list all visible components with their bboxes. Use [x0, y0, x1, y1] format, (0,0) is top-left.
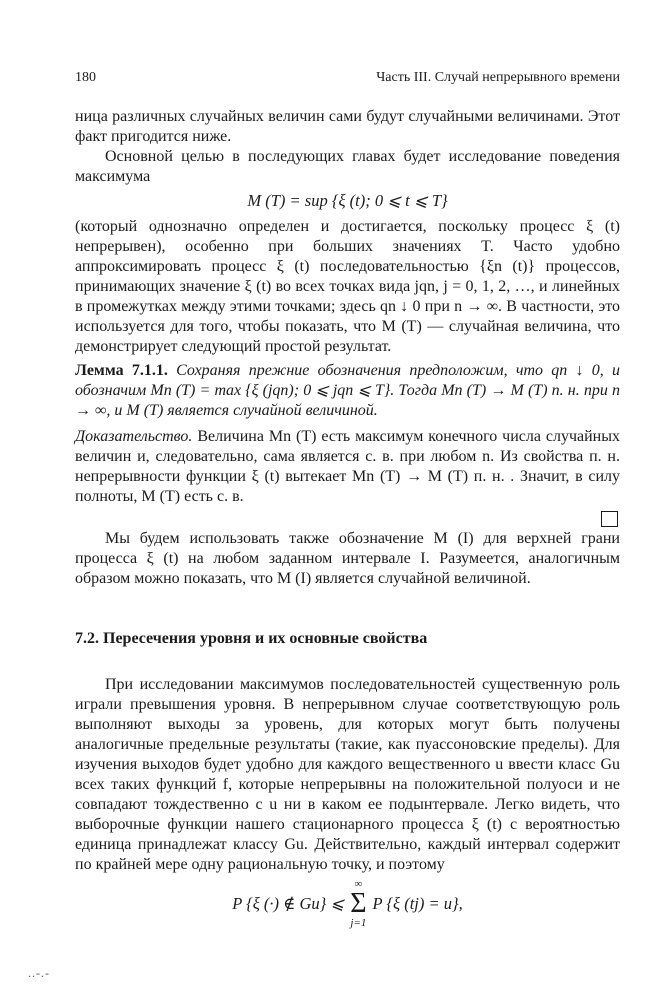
paragraph-sup-interval: Мы будем использовать также обозначение M (I) для верхней грани процесса ξ (t) на любом заданном интервале I. Разумеется, аналогичным образом можно показать, что M (I) является случайной величиной.	[75, 530, 620, 587]
proof	[75, 427, 620, 507]
paragraph-main-goal: Основной целью в последующих главах будет исследование поведения максимума	[75, 148, 620, 185]
proof-label: Доказательство.	[75, 428, 193, 445]
page-body	[75, 107, 620, 929]
formula-maximum: M (T) = sup {ξ (t); 0 ⩽ t ⩽ T}	[247, 191, 448, 210]
paragraph-approximation: (который однозначно определен и достигается, поскольку процесс ξ (t) непрерывен), особенно при больших значениях T. Часто удобно аппроксимировать процесс ξ (t) последовательностью {ξn (t)} процессов, принимающих значение ξ (t) во всех точках вида jqn, j = 0, 1, 2, …, и линейных в промежутках между этими точками; здесь qn ↓ 0 при n → ∞. В частности, это используется для того, чтобы показать, что M (T) — случайная величина, что демонстрирует следующий простой результат.	[75, 218, 620, 355]
formula-left: P {ξ (·) ∉ Gu} ⩽	[232, 894, 345, 913]
summation	[350, 879, 366, 929]
paragraph-level-crossings: При исследовании максимумов последовательностей существенную роль играли превышения уровня. В непрерывном случае соответствующую роль выполняют выходы за уровень, для которых могут быть получены аналогичные предельные результаты (такие, как пуассоновские пределы). Для изучения выходов будет удобно для каждого вещественного u ввести класс Gu всех таких функций f, которые непрерывны на положительной полуоси и не совпадают тождественно с u ни в каком ее подынтервале. Легко видеть, что выборочные функции нашего стационарного процесса ξ (t) с вероятностью единица принадлежат классу Gu. Действительно, каждый интервал содержит по крайней мере одну рациональную точку, и поэтому	[75, 676, 620, 873]
paragraph-continuation: ница различных случайных величин сами будут случайными величинами. Этот факт пригодится ниже.	[75, 108, 620, 145]
lemma-label: Лемма 7.1.1.	[75, 362, 168, 379]
lemma-statement: Сохраняя прежние обозначения предположим, что qn ↓ 0, и обозначим Mn (T) = max {ξ (jqn); 0 ⩽ jqn ⩽ T}. Тогда Mn (T) → M (T) п. н. при n → ∞, и M (T) является случайной величиной.	[75, 362, 621, 419]
section-heading: 7.2. Пересечения уровня и их основные свойства	[75, 630, 428, 647]
running-title: Часть III. Случай непрерывного времени	[376, 70, 620, 85]
proof-text: Величина Mn (T) есть максимум конечного числа случайных величин и, следовательно, сама является с. в. при любом n. Из свойства п. н. непрерывности функции ξ (t) вытекает Mn (T) → M (T) п. н. . Значит, в силу полноты, M (T) есть с. в.	[75, 428, 620, 505]
sum-lower-limit: j=1	[350, 917, 367, 929]
footer-mark: ..-.-	[28, 966, 50, 980]
formula-right: P {ξ (tj) = u},	[372, 894, 463, 913]
sum-upper-limit: ∞	[354, 878, 363, 890]
page-header	[75, 70, 620, 90]
formula-probability-sum	[75, 879, 620, 929]
sigma-symbol: Σ	[350, 888, 367, 919]
qed-box-icon	[601, 511, 618, 527]
page-number: 180	[75, 70, 96, 85]
lemma-7-1-1	[75, 361, 620, 421]
qed-mark	[75, 507, 620, 529]
